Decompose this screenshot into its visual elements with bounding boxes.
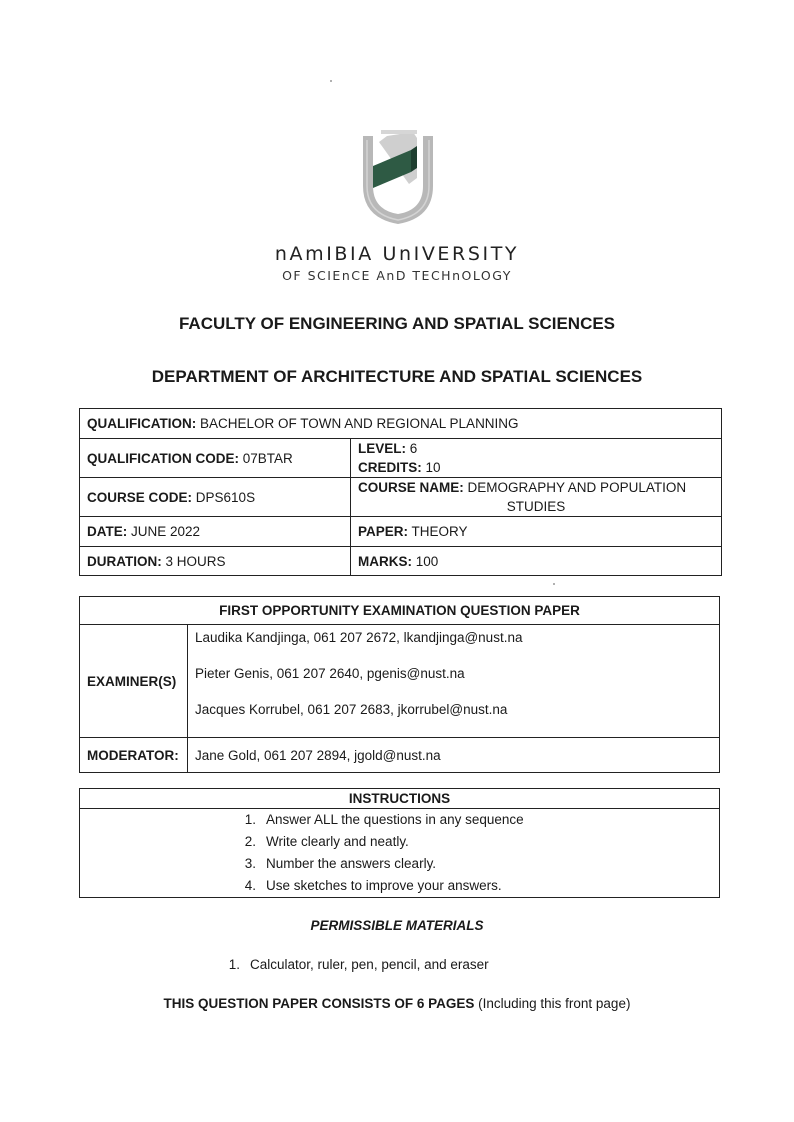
university-subtitle: OF SCIEnCE AnD TECHnOLOGY [282,268,512,283]
examiner-entry: Laudika Kandjinga, 061 207 2672, lkandjinga@nust.na [195,630,523,645]
examiner-entry: Jacques Korrubel, 061 207 2683, jkorrubel@nust.na [195,702,508,717]
scan-speck [330,80,332,82]
instruction-number: 1. [244,812,256,827]
credits-value: 10 [425,460,441,475]
paper-value: THEORY [411,524,468,539]
instruction-item [80,875,719,897]
level-value: 6 [409,441,418,456]
qualification-cell [80,409,722,439]
instruction-item [80,853,719,875]
instruction-item [80,809,719,831]
course-code-value: DPS610S [195,489,256,505]
date-value: JUNE 2022 [131,524,201,539]
page-count-detail: (Including this front page) [478,996,631,1011]
permissible-item [216,957,489,972]
credits-label: CREDITS: [358,460,422,475]
page-count-note [0,996,794,1011]
moderator-label: MODERATOR: [80,738,188,773]
marks-label: MARKS: [358,553,412,569]
examiners-label: EXAMINER(S) [80,625,188,738]
instruction-number: 3. [244,856,256,871]
course-code-label: COURSE CODE: [87,489,193,505]
paper-label: PAPER: [358,524,409,539]
duration-cell [80,547,351,576]
qualification-code-label: QUALIFICATION CODE: [87,450,239,466]
instruction-number: 2. [244,834,256,849]
instruction-text: Number the answers clearly. [266,856,437,871]
course-name-cell [351,478,722,517]
instructions-table [79,788,720,898]
instruction-text: Write clearly and neatly. [266,834,409,849]
duration-value: 3 HOURS [165,553,226,569]
instruction-text: Use sketches to improve your answers. [266,878,502,893]
university-logo-icon [353,128,443,228]
moderator-value: Jane Gold, 061 207 2894, jgold@nust.na [188,738,720,773]
examination-title: FIRST OPPORTUNITY EXAMINATION QUESTION PAPER [80,597,720,625]
course-name-value-line1: DEMOGRAPHY AND POPULATION [467,480,687,495]
instructions-cell [80,809,720,898]
course-code-cell [80,478,351,517]
level-label: LEVEL: [358,441,407,456]
page-count-bold: THIS QUESTION PAPER CONSISTS OF 6 PAGES [163,996,475,1011]
examiner-entry: Pieter Genis, 061 207 2640, pgenis@nust.na [195,666,465,681]
marks-cell [351,547,722,576]
course-name-value-line2: STUDIES [506,499,566,514]
qualification-code-cell [80,439,351,478]
permissible-materials-title: PERMISSIBLE MATERIALS [310,918,484,933]
examiners-cell [188,625,720,738]
level-credits-cell [351,439,722,478]
department-heading: DEPARTMENT OF ARCHITECTURE AND SPATIAL SCIENCES [151,367,643,386]
date-cell [80,517,351,547]
scan-speck [553,583,555,585]
permissible-item-number: 1. [228,957,240,972]
paper-cell [351,517,722,547]
examination-table [79,596,720,773]
instruction-text: Answer ALL the questions in any sequence [266,812,524,827]
instruction-number: 4. [244,878,256,893]
course-name-label: COURSE NAME: [358,480,464,495]
qualification-code-value: 07BTAR [242,450,293,466]
qualification-value: BACHELOR OF TOWN AND REGIONAL PLANNING [200,416,519,431]
university-name: nAmIBIA UnIVERSITY [274,243,520,265]
date-label: DATE: [87,524,128,539]
duration-label: DURATION: [87,553,162,569]
qualification-table [79,408,722,576]
instruction-item [80,831,719,853]
instructions-title: INSTRUCTIONS [80,789,720,809]
marks-value: 100 [415,553,439,569]
qualification-label: QUALIFICATION: [87,416,197,431]
faculty-heading: FACULTY OF ENGINEERING AND SPATIAL SCIENCES [178,314,616,333]
permissible-item-text: Calculator, ruler, pen, pencil, and eraser [250,957,489,972]
instructions-list [80,809,719,897]
